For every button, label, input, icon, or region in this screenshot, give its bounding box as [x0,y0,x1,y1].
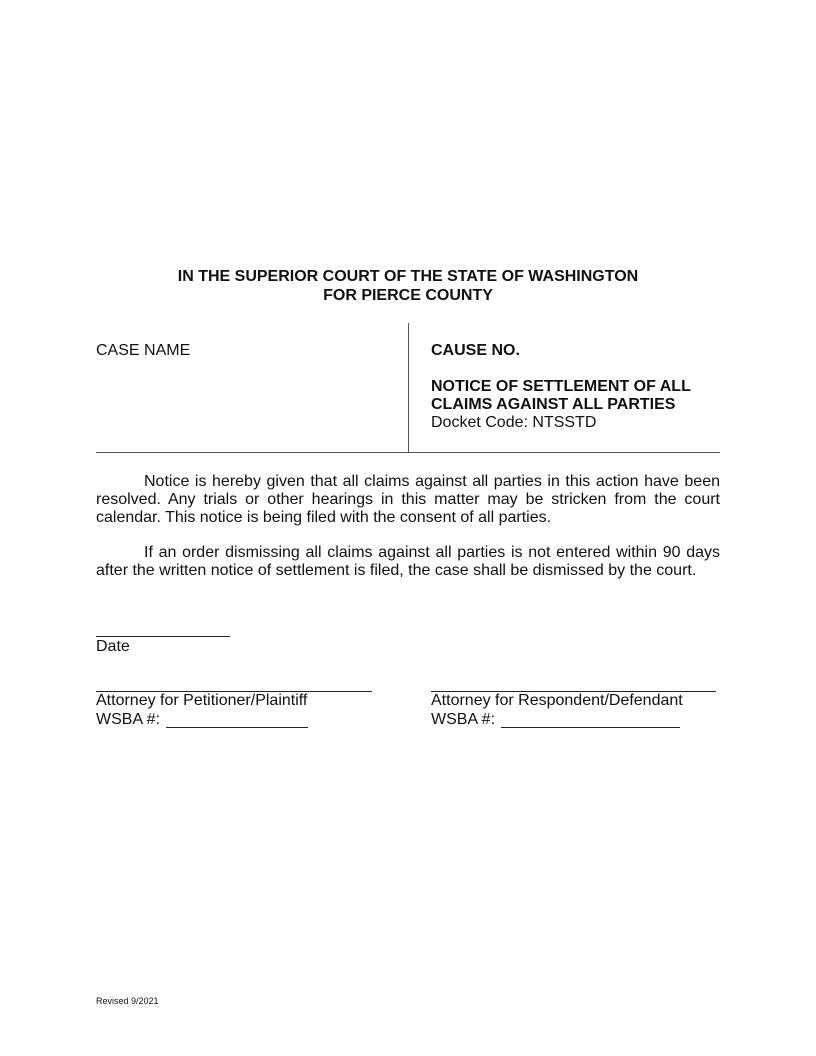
revision-footer: Revised 9/2021 [96,996,159,1006]
cause-number-label: CAUSE NO. [431,342,520,359]
county-heading: FOR PIERCE COUNTY [323,287,493,304]
date-signature-line [96,636,230,637]
petitioner-wsba-line [166,727,308,728]
court-heading: IN THE SUPERIOR COURT OF THE STATE OF WASHINGTON [177,268,639,285]
respondent-wsba-line [501,727,680,728]
petitioner-attorney-label: Attorney for Petitioner/Plaintiff [96,692,308,709]
respondent-attorney-label: Attorney for Respondent/Defendant [431,692,683,709]
caption-vertical-divider [408,323,409,452]
docket-code: Docket Code: NTSSTD [431,414,597,431]
dismissal-paragraph: If an order dismissing all claims against all parties is not entered within 90 days after the written notice of settlement is filed, the case shall be dismissed by the court. [96,544,720,579]
caption-horizontal-divider [96,452,720,453]
respondent-wsba-label: WSBA #: [431,711,496,728]
date-label: Date [96,638,130,655]
document-title-line2: CLAIMS AGAINST ALL PARTIES [431,396,676,413]
case-name: CASE NAME [96,342,191,359]
notice-paragraph: Notice is hereby given that all claims against all parties in this action have been resolved. Any trials or other hearings in this matter may be stricken from the court calendar. This notice is being filed with the consent of all parties. [96,473,720,526]
document-title-line1: NOTICE OF SETTLEMENT OF ALL [431,378,691,395]
petitioner-wsba-label: WSBA #: [96,711,161,728]
